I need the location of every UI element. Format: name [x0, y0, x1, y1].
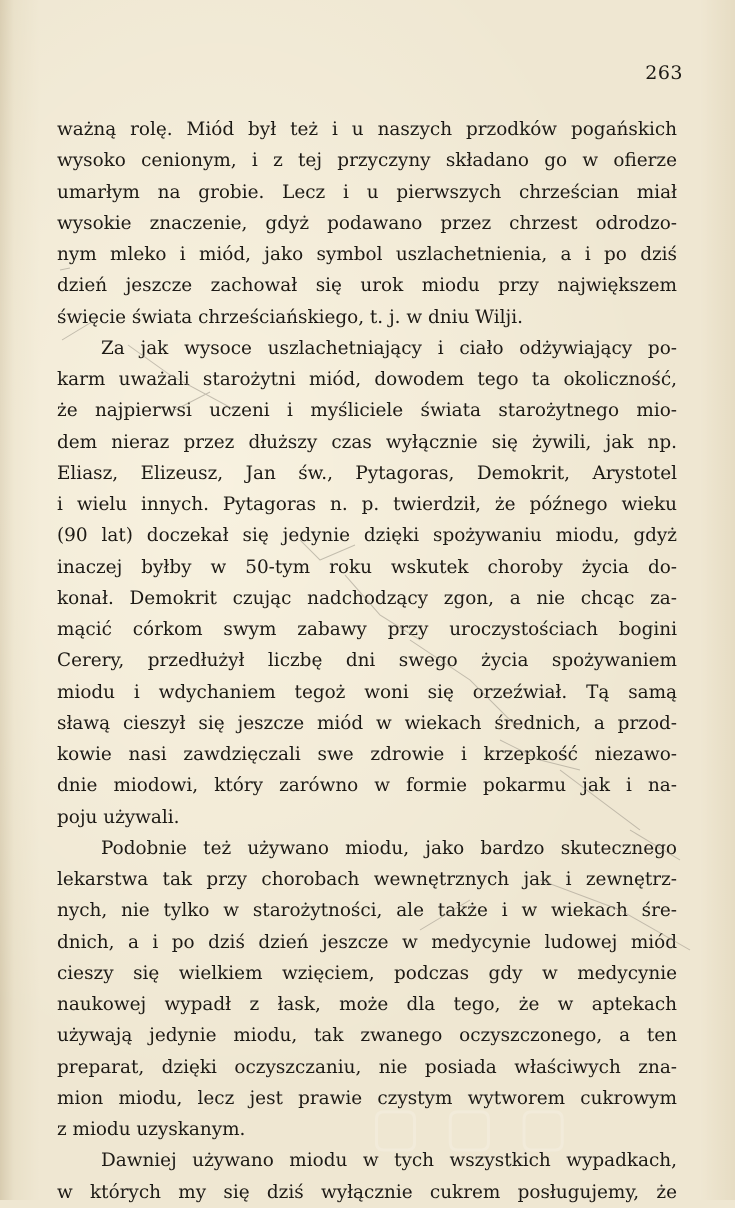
text-line: wysoko cenionym, i z tej przyczyny składano go w ofierze — [57, 150, 677, 172]
text-line: że najpierwsi uczeni i myśliciele świata starożytnego mio- — [57, 400, 677, 422]
text-line: dnich, a i po dziś dzień jeszcze w medycynie ludowej miód — [57, 931, 677, 953]
text-line: Dawniej używano miodu w tych wszystkich wypadkach, — [101, 1150, 677, 1172]
text-line: wysokie znaczenie, gdyż podawano przez chrzest odrodzo- — [57, 212, 677, 234]
text-line: Eliasz, Elizeusz, Jan św., Pytagoras, Demokrit, Arystotel — [57, 462, 677, 484]
text-line: inaczej byłby w 50-tym roku wskutek choroby życia do- — [57, 556, 677, 578]
text-line: sławą cieszył się jeszcze miód w wiekach średnich, a przod- — [57, 712, 677, 734]
text-line: cieszy się wielkiem wzięciem, podczas gdy w medycynie — [57, 962, 677, 984]
text-line: używają jedynie miodu, tak zwanego oczyszczonego, a ten — [57, 1025, 677, 1047]
text-line: Podobnie też używano miodu, jako bardzo skutecznego — [101, 837, 677, 859]
text-line: umarłym na grobie. Lecz i u pierwszych chrześcian miał — [57, 181, 677, 203]
watermark-icon: ▢ ▢ ▢ — [370, 1095, 571, 1158]
text-line: Cerery, przedłużył liczbę dni swego życia spożywaniem — [57, 650, 677, 672]
text-line: naukowej wypadł z łask, może dla tego, że w aptekach — [57, 994, 677, 1015]
text-line: miodu i wdychaniem tegoż woni się orzeźwiał. Tą samą — [57, 681, 677, 703]
text-line: nym mleko i miód, jako symbol uszlachetnienia, a i po dziś — [57, 244, 677, 265]
text-line: ważną rolę. Miód był też i u naszych przodków pogańskich — [57, 119, 677, 140]
text-line: poju używali. — [57, 806, 180, 828]
text-line: święcie świata chrześciańskiego, t. j. w dniu Wilji. — [57, 306, 523, 328]
text-line: mion miodu, lecz jest prawie czystym wytworem cukrowym — [57, 1087, 677, 1109]
text-line: w których my się dziś wyłącznie cukrem posługujemy, że — [57, 1181, 677, 1203]
text-line: Za jak wysoce uszlachetniający i ciało odżywiający po- — [101, 337, 677, 359]
text-line: dnie miodowi, który zarówno w formie pokarmu jak i na- — [57, 775, 677, 797]
text-line: lekarstwa tak przy chorobach wewnętrznych jak i zewnętrz- — [57, 869, 677, 890]
text-line: preparat, dzięki oczyszczaniu, nie posiada właściwych zna- — [57, 1056, 677, 1078]
text-line: karm uważali starożytni miód, dowodem tego ta okoliczność, — [57, 369, 677, 390]
page-number: 263 — [645, 62, 683, 84]
text-line: dem nieraz przez dłuższy czas wyłącznie się żywili, jak np. — [57, 431, 677, 453]
text-line: kowie nasi zawdzięczali swe zdrowie i krzepkość niezawo- — [57, 744, 677, 765]
text-line: z miodu uzyskanym. — [57, 1119, 246, 1140]
text-line: mącić córkom swym zabawy przy uroczystościach bogini — [57, 619, 677, 640]
text-line: (90 lat) doczekał się jedynie dzięki spożywaniu miodu, gdyż — [57, 525, 677, 547]
body-text — [57, 114, 677, 1208]
text-line: konał. Demokrit czując nadchodzący zgon, a nie chcąc za- — [57, 587, 677, 609]
text-line: i wielu innych. Pytagoras n. p. twierdził, że późnego wieku — [57, 494, 677, 515]
text-line: dzień jeszcze zachował się urok miodu przy największem — [57, 275, 677, 297]
text-line: nych, nie tylko w starożytności, ale także i w wiekach śre- — [57, 900, 677, 922]
